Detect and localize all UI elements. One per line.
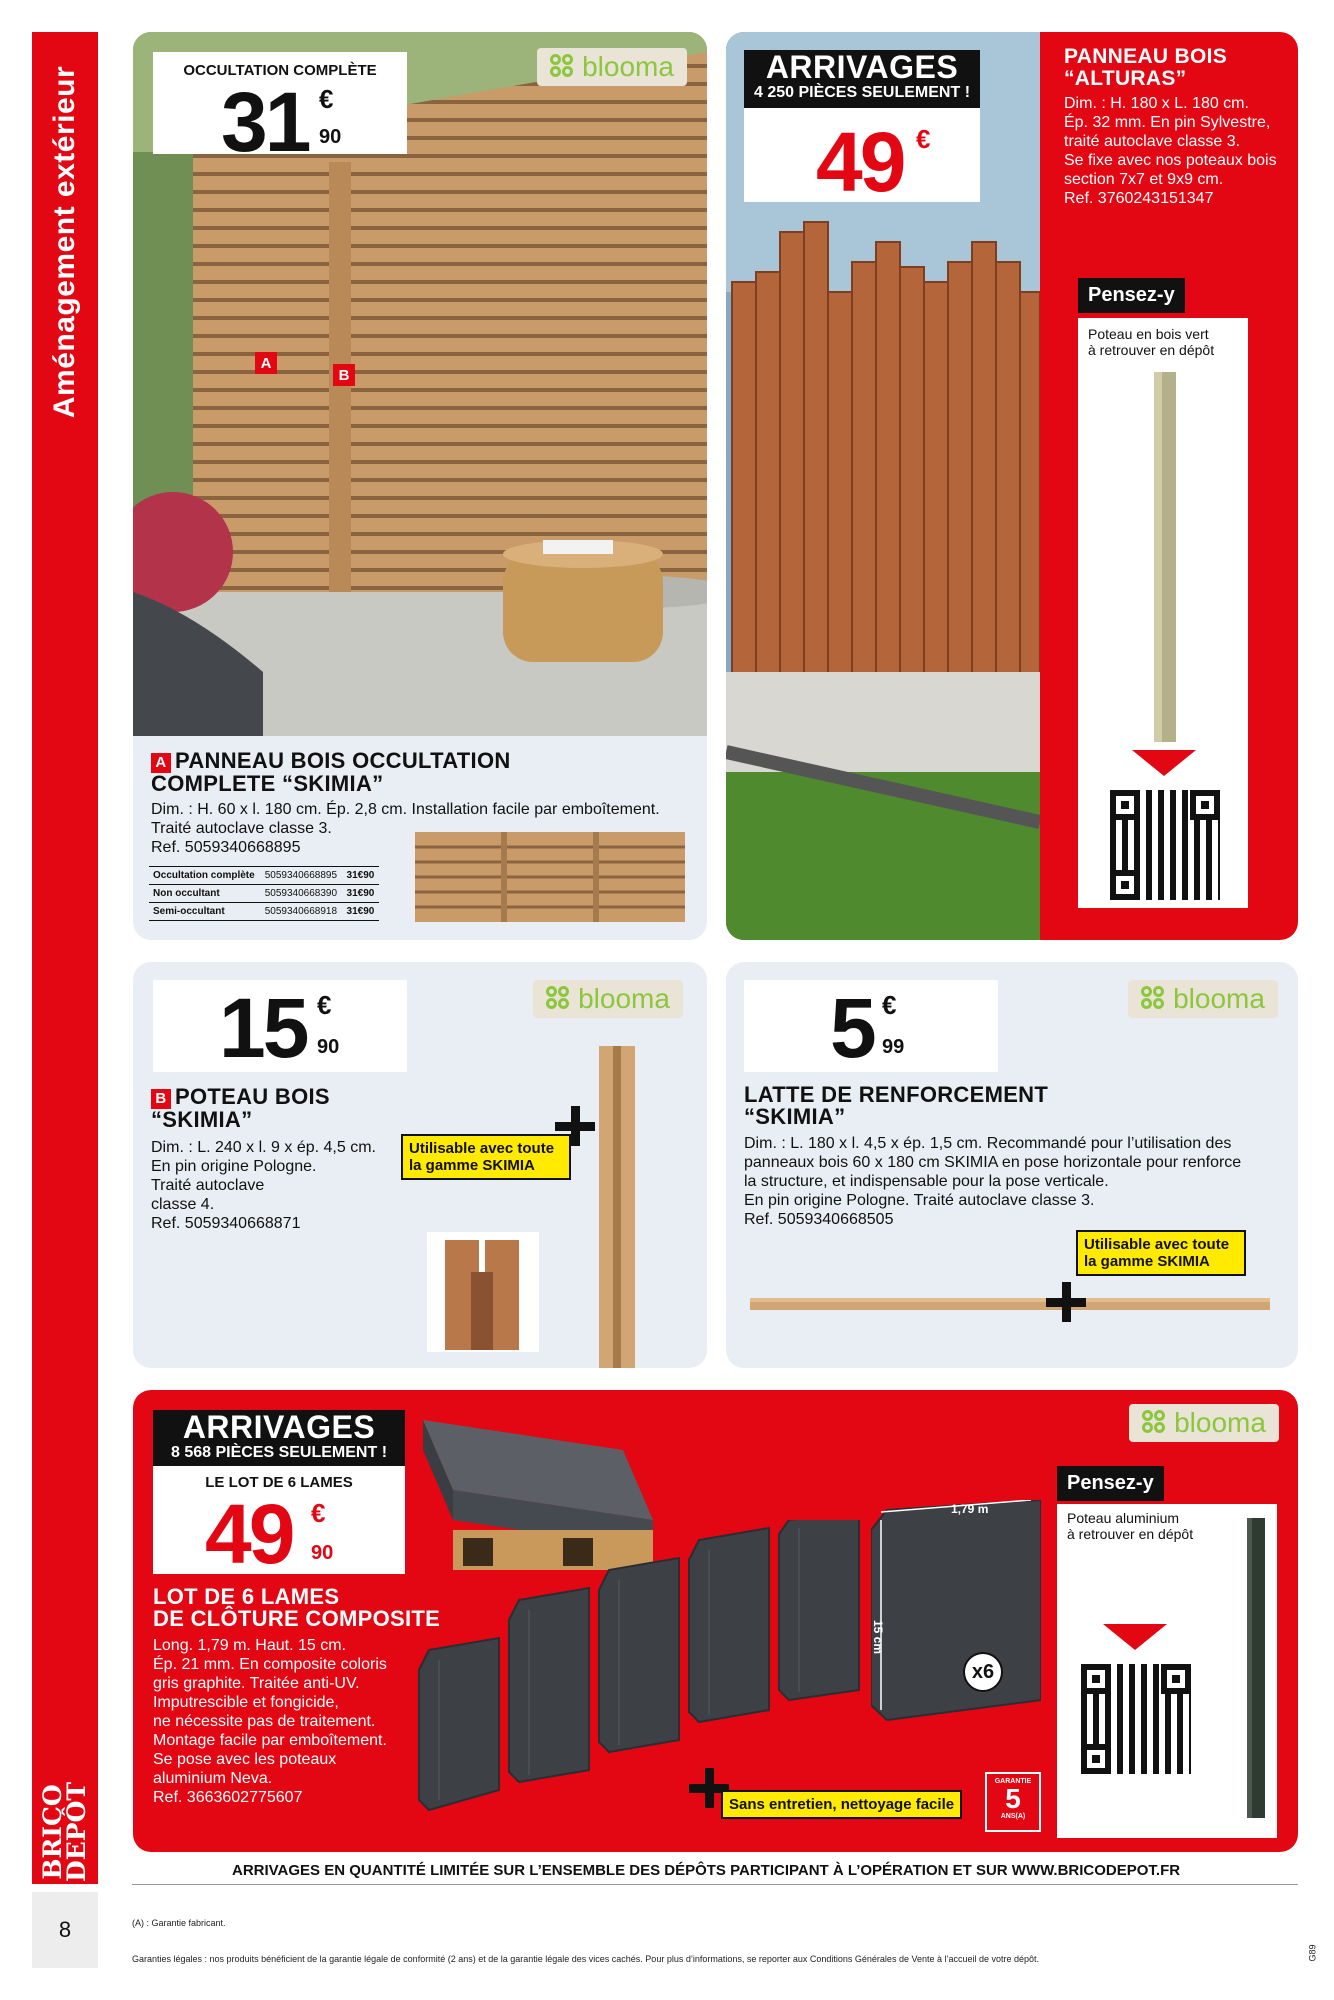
price: 5 € 99 <box>830 981 905 1075</box>
price-box <box>744 49 980 209</box>
price-box <box>153 980 407 1075</box>
pensez-y-box <box>1057 1504 1277 1838</box>
blooma-logo: blooma <box>533 980 683 1018</box>
product-description: Long. 1,79 m. Haut. 15 cm. Ép. 21 mm. En composite coloris gris graphite. Traitée anti-UV. Imputrescible et fongicide, ne nécessite pas de traitement. Montage facile par emboîtement. Se pose avec les poteaux aluminium Neva. Ref. 3663602775607 <box>153 1637 387 1806</box>
blooma-flower-icon <box>1141 986 1167 1012</box>
compatibility-tag: Utilisable avec toute la gamme SKIMIA <box>1076 1230 1246 1276</box>
product-title: LATTE DE RENFORCEMENT “SKIMIA” <box>744 1082 1049 1129</box>
blooma-flower-icon <box>546 986 572 1012</box>
aluminium-post-image <box>1241 1518 1271 1828</box>
product-card-poteau-skimia <box>133 962 707 1368</box>
footer-divider <box>132 1884 1298 1885</box>
price: 49 € 90 <box>205 1487 334 1581</box>
batten-image <box>750 1294 1270 1314</box>
arrow-down-icon <box>1132 750 1196 776</box>
product-card-panneau-alturas <box>726 32 1298 940</box>
brand-logo: BRICO DEPÔT <box>38 1782 91 1882</box>
page-number: 8 <box>32 1892 98 1968</box>
price-box <box>153 1466 405 1581</box>
board-front-image <box>871 1500 1041 1730</box>
sidebar-band <box>32 32 98 1884</box>
product-title: LOT DE 6 LAMES DE CLÔTURE COMPOSITE <box>153 1584 441 1631</box>
product-description: Dim. : H. 60 x l. 180 cm. Ép. 2,8 cm. Installation facile par emboîtement. Traité autoclave classe 3. Ref. 5059340668895 <box>151 801 660 856</box>
panel-thumbnail <box>415 832 685 922</box>
wood-post-image <box>1144 372 1184 752</box>
price: 31 € 90 <box>221 75 342 169</box>
product-title: B POTEAU BOIS “SKIMIA” <box>151 1084 330 1132</box>
price-badge: OCCULTATION COMPLÈTE <box>183 62 377 79</box>
arrow-down-icon <box>1103 1624 1167 1650</box>
variants-table <box>149 866 379 921</box>
product-title: A PANNEAU BOIS OCCULTATION COMPLETE “SKIMIA” <box>151 748 511 796</box>
product-title: PANNEAU BOIS “ALTURAS” <box>1064 45 1228 90</box>
lot-label: LE LOT DE 6 LAMES <box>205 1474 353 1491</box>
price-box <box>744 980 998 1075</box>
product-card-panneau-skimia <box>133 32 707 940</box>
plus-icon <box>1046 1282 1086 1322</box>
document-code: G89 <box>1307 1944 1318 1962</box>
photo-marker-a: A <box>255 352 277 374</box>
arrivages-banner: ARRIVAGES 4 250 PIÈCES SEULEMENT ! <box>744 50 980 108</box>
composite-boards-image <box>409 1520 909 1820</box>
blooma-flower-icon <box>550 54 576 80</box>
product-letter: B <box>151 1089 171 1109</box>
table-row: Semi-occultant 5059340668918 31€90 <box>149 903 379 921</box>
pensez-y-label: Pensez-y <box>1078 278 1185 313</box>
product-card-latte-skimia <box>726 962 1298 1368</box>
pensez-y-text: Poteau en bois vert à retrouver en dépôt <box>1088 326 1215 358</box>
footnote: (A) : Garantie fabricant. <box>132 1918 226 1928</box>
product-description: Dim. : L. 240 x l. 9 x ép. 4,5 cm. En pin origine Pologne. Traité autoclave classe 4. Ref. 5059340668871 <box>151 1139 376 1232</box>
section-title: Aménagement extérieur <box>48 65 81 419</box>
blooma-logo: blooma <box>1129 1404 1279 1442</box>
post-image <box>593 1046 643 1368</box>
pensez-y-text: Poteau aluminium à retrouver en dépôt <box>1067 1510 1194 1542</box>
product-letter: A <box>151 753 171 773</box>
multiplier-badge: x6 <box>963 1652 1003 1692</box>
blooma-logo: blooma <box>1128 980 1278 1018</box>
qr-code-icon <box>1110 790 1220 900</box>
pensez-y-label: Pensez-y <box>1057 1466 1164 1501</box>
legal-text: Garanties légales : nos produits bénéficient de la garantie légale de conformité (2 ans) et de la garantie légale des vices cachés. Pour plus d’informations, se reporter aux Conditions Générales de Vente à l’accueil de votre dépôt. <box>132 1954 1040 1964</box>
guarantee-badge: GARANTIE 5 ANS(A) <box>985 1772 1041 1832</box>
dim-height-label: 15 cm <box>871 1620 885 1655</box>
product-card-lames-composite <box>133 1390 1298 1852</box>
footer-notice: ARRIVAGES EN QUANTITÉ LIMITÉE SUR L’ENSEMBLE DES DÉPÔTS PARTICIPANT À L’OPÉRATION ET SUR WWW.BRICODEPOT.FR <box>232 1862 1181 1879</box>
table-row: Occultation complète 5059340668895 31€90 <box>149 867 379 885</box>
product-description: Dim. : L. 180 x l. 4,5 x ép. 1,5 cm. Recommandé pour l’utilisation des panneaux bois 60 x 180 cm SKIMIA en pose horizontale pour renforce la structure, et indispensable pour la pose verticale. En pin origine Pologne. Traité autoclave classe 3. Ref. 5059340668505 <box>744 1135 1242 1228</box>
maintenance-tag: Sans entretien, nettoyage facile <box>721 1790 962 1819</box>
blooma-logo: blooma <box>537 48 687 86</box>
pensez-y-box <box>1078 318 1248 908</box>
compatibility-tag: Utilisable avec toute la gamme SKIMIA <box>401 1134 571 1180</box>
price-box <box>153 52 407 169</box>
qr-code-icon <box>1081 1664 1191 1774</box>
photo-marker-b: B <box>333 364 355 386</box>
dim-length-label: 1,79 m <box>951 1502 989 1516</box>
post-detail-image <box>427 1232 539 1352</box>
plus-icon <box>555 1106 595 1146</box>
table-row: Non occultant 5059340668390 31€90 <box>149 885 379 903</box>
blooma-flower-icon <box>1142 1410 1168 1436</box>
product-description: Dim. : H. 180 x L. 180 cm. Ép. 32 mm. En pin Sylvestre, traité autoclave classe 3. Se fixe avec nos poteaux bois section 7x7 et 9x9 cm. Ref. 3760243151347 <box>1064 95 1277 207</box>
price: 15 € 90 <box>219 981 340 1075</box>
price: 49 € <box>816 115 931 209</box>
arrivages-banner: ARRIVAGES 8 568 PIÈCES SEULEMENT ! <box>153 1410 405 1466</box>
